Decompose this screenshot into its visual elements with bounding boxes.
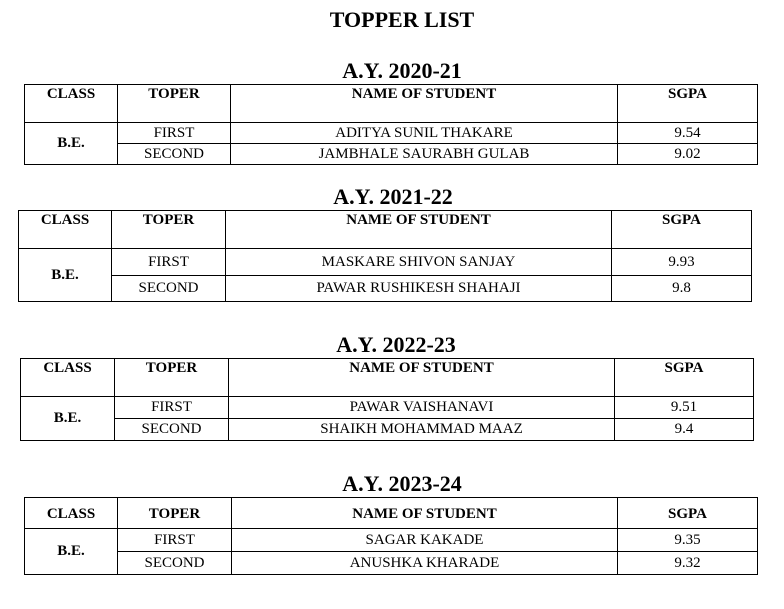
student-name-cell: MASKARE SHIVON SANJAY bbox=[226, 249, 612, 276]
student-name-cell: PAWAR RUSHIKESH SHAHAJI bbox=[226, 276, 612, 302]
student-name-cell: SAGAR KAKADE bbox=[232, 529, 618, 552]
table-row bbox=[21, 419, 754, 441]
topper-table-2021-22 bbox=[18, 210, 752, 302]
header-class: CLASS bbox=[25, 498, 118, 529]
header-sgpa: SGPA bbox=[615, 359, 754, 397]
rank-cell: SECOND bbox=[115, 419, 229, 441]
year-title-2020-21: A.Y. 2020-21 bbox=[342, 58, 462, 83]
table-row bbox=[25, 144, 758, 165]
rank-cell: FIRST bbox=[112, 249, 226, 276]
sgpa-cell: 9.35 bbox=[618, 529, 758, 552]
rank-cell: SECOND bbox=[118, 144, 231, 165]
header-class: CLASS bbox=[19, 211, 112, 249]
table-row bbox=[25, 123, 758, 144]
rank-cell: SECOND bbox=[112, 276, 226, 302]
table-row bbox=[25, 552, 758, 575]
rank-cell: SECOND bbox=[118, 552, 232, 575]
header-name: NAME OF STUDENT bbox=[226, 211, 612, 249]
table-header-row bbox=[21, 359, 754, 397]
student-name-cell: ADITYA SUNIL THAKARE bbox=[231, 123, 618, 144]
header-name: NAME OF STUDENT bbox=[231, 85, 618, 123]
header-name: NAME OF STUDENT bbox=[229, 359, 615, 397]
sgpa-cell: 9.8 bbox=[612, 276, 752, 302]
year-title-2021-22: A.Y. 2021-22 bbox=[333, 184, 453, 209]
student-name-cell: PAWAR VAISHANAVI bbox=[229, 397, 615, 419]
header-toper: TOPER bbox=[118, 498, 232, 529]
table-row bbox=[19, 249, 752, 276]
table-row bbox=[19, 276, 752, 302]
class-cell: B.E. bbox=[25, 529, 118, 575]
sgpa-cell: 9.54 bbox=[618, 123, 758, 144]
table-header-row bbox=[25, 498, 758, 529]
table-header-row bbox=[25, 85, 758, 123]
sgpa-cell: 9.93 bbox=[612, 249, 752, 276]
topper-table-2022-23 bbox=[20, 358, 754, 441]
rank-cell: FIRST bbox=[118, 529, 232, 552]
header-toper: TOPER bbox=[112, 211, 226, 249]
header-toper: TOPER bbox=[118, 85, 231, 123]
rank-cell: FIRST bbox=[115, 397, 229, 419]
sgpa-cell: 9.02 bbox=[618, 144, 758, 165]
student-name-cell: SHAIKH MOHAMMAD MAAZ bbox=[229, 419, 615, 441]
class-cell: B.E. bbox=[25, 123, 118, 165]
table-row bbox=[21, 397, 754, 419]
header-class: CLASS bbox=[21, 359, 115, 397]
student-name-cell: JAMBHALE SAURABH GULAB bbox=[231, 144, 618, 165]
header-sgpa: SGPA bbox=[618, 85, 758, 123]
header-sgpa: SGPA bbox=[612, 211, 752, 249]
header-sgpa: SGPA bbox=[618, 498, 758, 529]
year-title-2023-24: A.Y. 2023-24 bbox=[342, 471, 462, 496]
page-title: TOPPER LIST bbox=[329, 7, 475, 32]
rank-cell: FIRST bbox=[118, 123, 231, 144]
header-class: CLASS bbox=[25, 85, 118, 123]
sgpa-cell: 9.4 bbox=[615, 419, 754, 441]
sgpa-cell: 9.51 bbox=[615, 397, 754, 419]
table-header-row bbox=[19, 211, 752, 249]
table-row bbox=[25, 529, 758, 552]
sgpa-cell: 9.32 bbox=[618, 552, 758, 575]
year-title-2022-23: A.Y. 2022-23 bbox=[336, 332, 456, 357]
student-name-cell: ANUSHKA KHARADE bbox=[232, 552, 618, 575]
topper-table-2020-21 bbox=[24, 84, 758, 165]
header-toper: TOPER bbox=[115, 359, 229, 397]
topper-table-2023-24 bbox=[24, 497, 758, 575]
class-cell: B.E. bbox=[21, 397, 115, 441]
class-cell: B.E. bbox=[19, 249, 112, 302]
header-name: NAME OF STUDENT bbox=[232, 498, 618, 529]
